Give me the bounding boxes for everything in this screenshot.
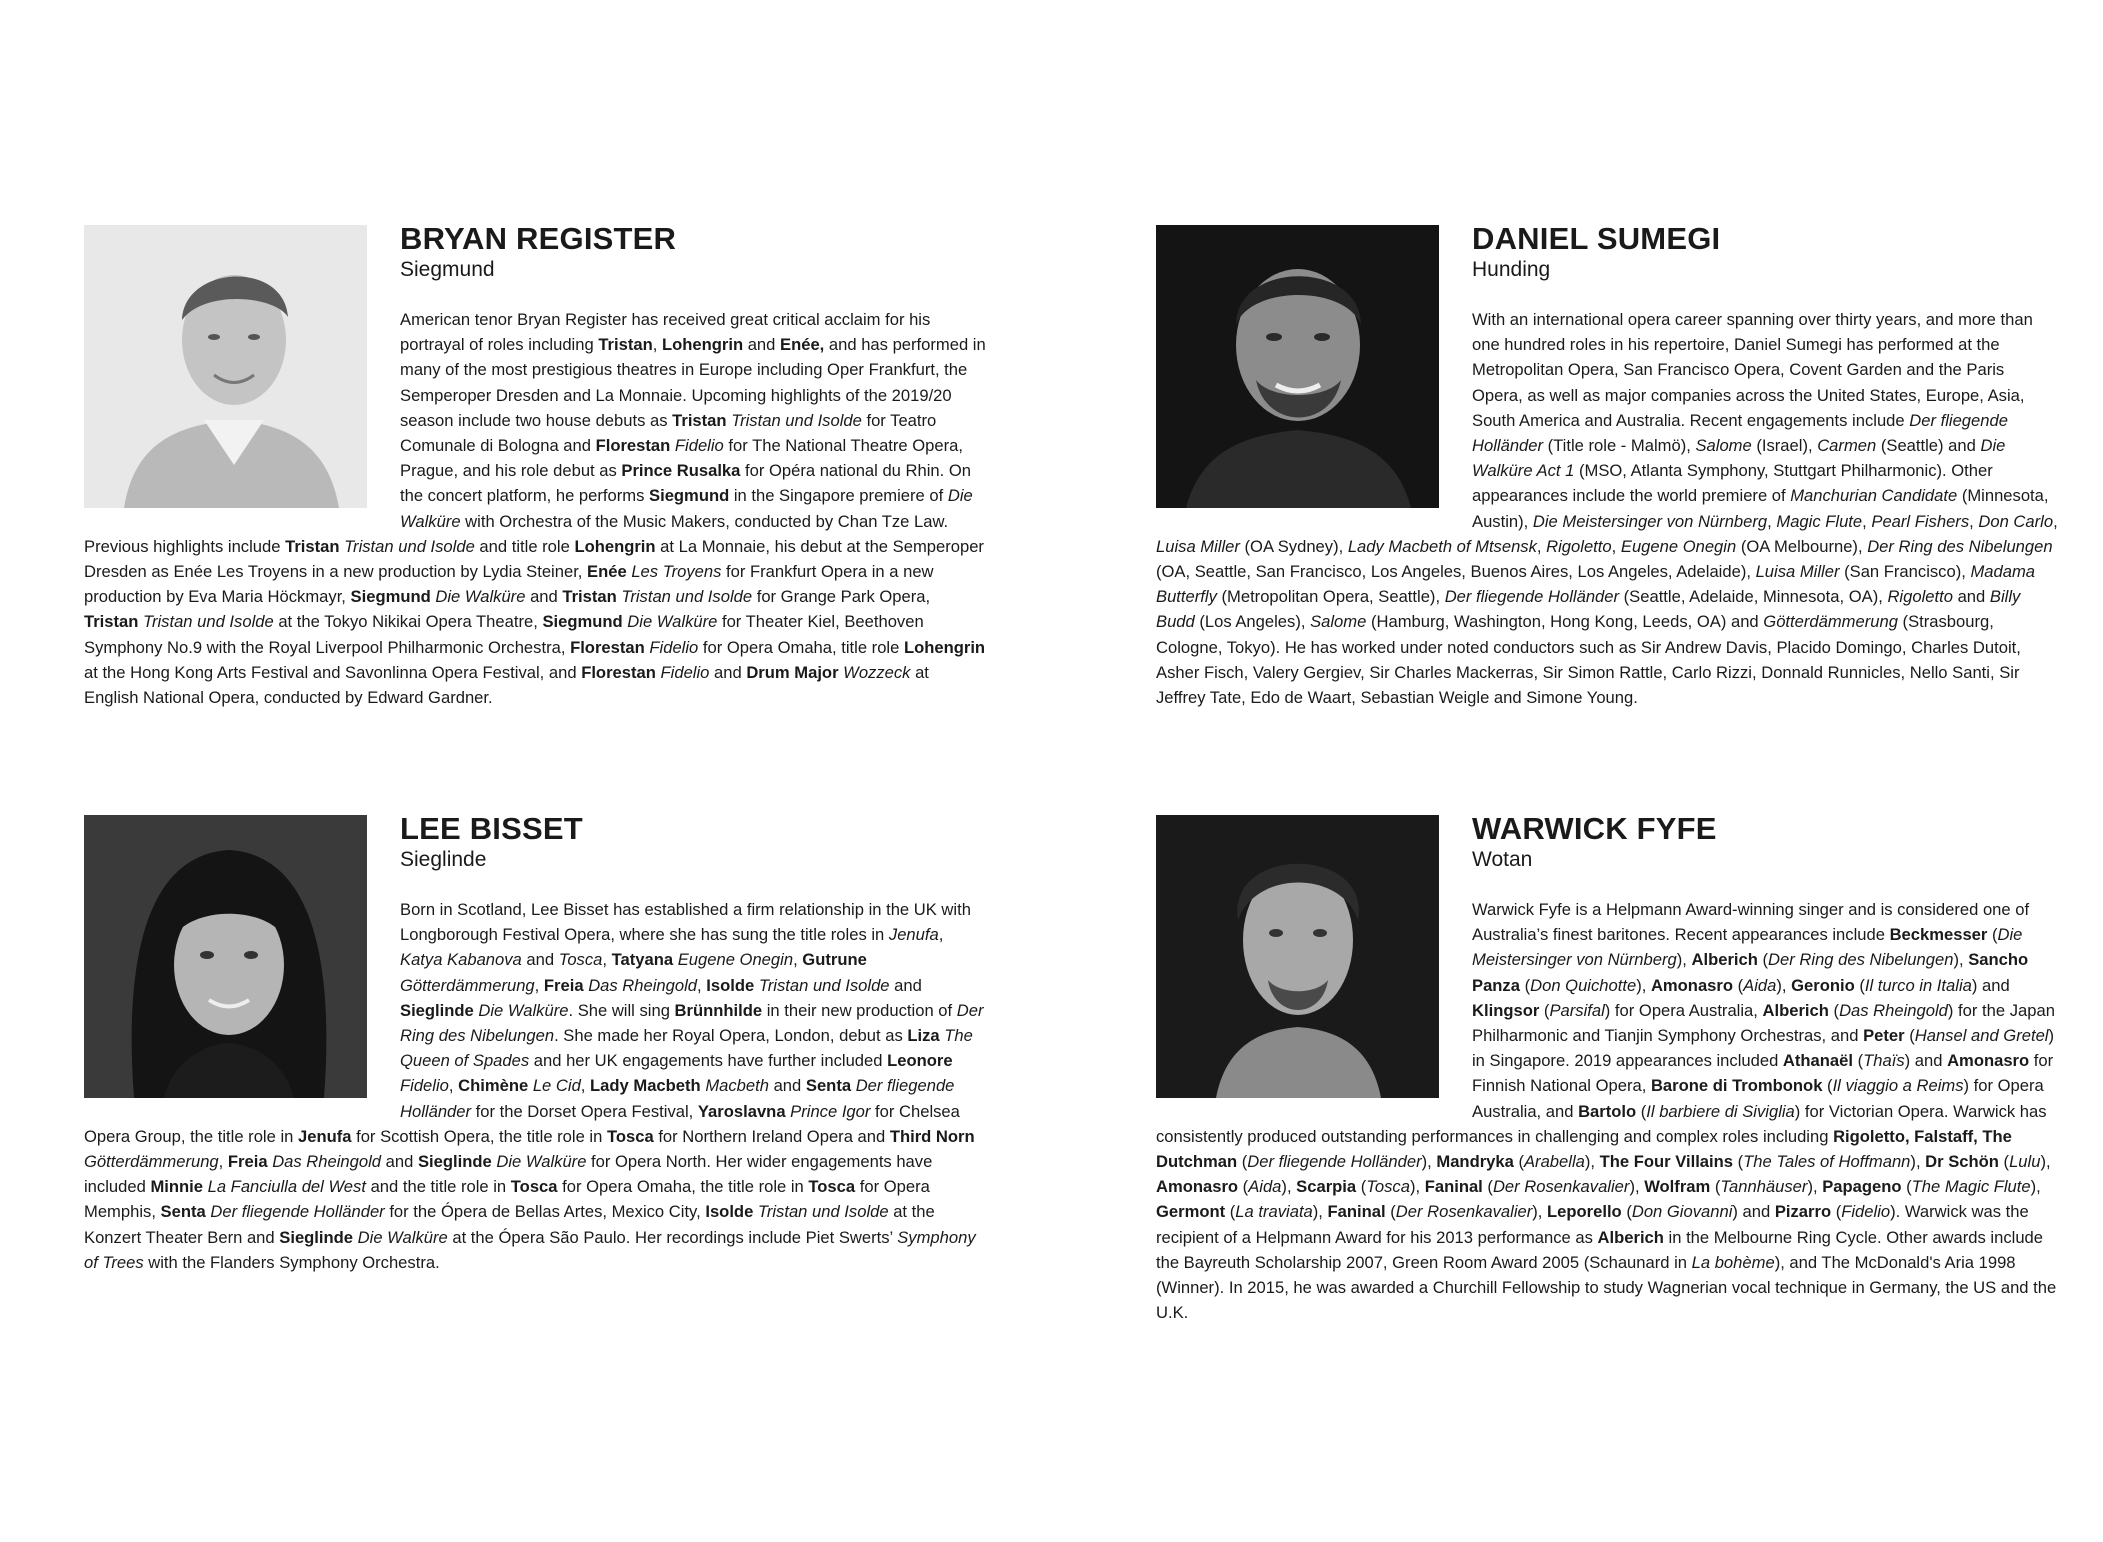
bio-daniel-sumegi (1156, 221, 2058, 710)
portrait-daniel-sumegi (1156, 225, 1439, 508)
portrait-photo-icon (1156, 225, 1439, 508)
artist-role: Wotan (1472, 848, 1533, 871)
portrait-bryan-register (84, 225, 367, 508)
artist-biography: Born in Scotland, Lee Bisset has established a firm relationship in the UK with Longborough Festival Opera, where she has sung the title roles in Jenufa, Katya Kabanova and Tosca, Tatyana Eugene Onegin, Gutrune Götterdämmerung, Freia Das Rheingold, Isolde Tristan und Isolde and Sieglinde Die Walküre. She will sing Brünnhilde in their new production of Der Ring des Nibelungen. She made her Royal Opera, London, debut as Liza The Queen of Spades and her UK engagements have further included Leonore Fidelio, Chimène Le Cid, Lady Macbeth Macbeth and Senta Der fliegende Holländer for the Dorset Opera Festival, Yaroslavna Prince Igor for Chelsea Opera Group, the title role in Jenufa for Scottish Opera, the title role in Tosca for Northern Ireland Opera and Third Norn Götterdämmerung, Freia Das Rheingold and Sieglinde Die Walküre for Opera North. Her wider engagements have included Minnie La Fanciulla del West and the title role in Tosca for Opera Omaha, the title role in Tosca for Opera Memphis, Senta Der fliegende Holländer for the Ópera de Bellas Artes, Mexico City, Isolde Tristan und Isolde at the Konzert Theater Bern and Sieglinde Die Walküre at the Ópera São Paulo. Her recordings include Piet Swerts’ Symphony of Trees with the Flanders Symphony Orchestra. (84, 900, 984, 1272)
portrait-photo-icon (84, 815, 367, 1098)
portrait-lee-bisset (84, 815, 367, 1098)
artist-role: Sieglinde (400, 848, 487, 871)
artist-role: Hunding (1472, 258, 1551, 281)
artist-role: Siegmund (400, 258, 495, 281)
artist-name: BRYAN REGISTER (400, 221, 677, 256)
bio-warwick-fyfe (1156, 811, 2058, 1325)
artist-biography: American tenor Bryan Register has received great critical acclaim for his portrayal of roles including Tristan, Lohengrin and Enée, and has performed in many of the most prestigious theatres in Europe including Oper Frankfurt, the Semperoper Dresden and La Monnaie. Upcoming highlights of the 2019/20 season include two house debuts as Tristan Tristan und Isolde for Teatro Comunale di Bologna and Florestan Fidelio for The National Theatre Opera, Prague, and his role debut as Prince Rusalka for Opéra national du Rhin. On the concert platform, he performs Siegmund in the Singapore premiere of Die Walküre with Orchestra of the Music Makers, conducted by Chan Tze Law. Previous highlights include Tristan Tristan und Isolde and title role Lohengrin at La Monnaie, his debut at the Semperoper Dresden as Enée Les Troyens in a new production by Lydia Steiner, Enée Les Troyens for Frankfurt Opera in a new production by Eva Maria Höckmayr, Siegmund Die Walküre and Tristan Tristan und Isolde for Grange Park Opera, Tristan Tristan und Isolde at the Tokyo Nikikai Opera Theatre, Siegmund Die Walküre for Theater Kiel, Beethoven Symphony No.9 with the Royal Liverpool Philharmonic Orchestra, Florestan Fidelio for Opera Omaha, title role Lohengrin at the Hong Kong Arts Festival and Savonlinna Opera Festival, and Florestan Fidelio and Drum Major Wozzeck at English National Opera, conducted by Edward Gardner. (84, 310, 986, 708)
artist-name: WARWICK FYFE (1472, 811, 1717, 846)
artist-biography: Warwick Fyfe is a Helpmann Award-winning singer and is considered one of Australia’s finest baritones. Recent appearances include Beckmesser (Die Meistersinger von Nürnberg), Alberich (Der Ring des Nibelungen), Sancho Panza (Don Quichotte), Amonasro (Aida), Geronio (Il turco in Italia) and Klingsor (Parsifal) for Opera Australia, Alberich (Das Rheingold) for the Japan Philharmonic and Tianjin Symphony Orchestras, and Peter (Hansel and Gretel) in Singapore. 2019 appearances included Athanaël (Thaïs) and Amonasro for Finnish National Opera, Barone di Trombonok (Il viaggio a Reims) for Opera Australia, and Bartolo (Il barbiere di Siviglia) for Victorian Opera. Warwick has consistently produced outstanding performances in challenging and complex roles including Rigoletto, Falstaff, The Dutchman (Der fliegende Holländer), Mandryka (Arabella), The Four Villains (The Tales of Hoffmann), Dr Schön (Lulu), Amonasro (Aida), Scarpia (Tosca), Faninal (Der Rosenkavalier), Wolfram (Tannhäuser), Papageno (The Magic Flute), Germont (La traviata), Faninal (Der Rosenkavalier), Leporello (Don Giovanni) and Pizarro (Fidelio). Warwick was the recipient of a Helpmann Award for his 2013 performance as Alberich in the Melbourne Ring Cycle. Other awards include the Bayreuth Scholarship 2007, Green Room Award 2005 (Schaunard in La bohème), and The McDonald's Aria 1998 (Winner). In 2015, he was awarded a Churchill Fellowship to study Wagnerian vocal technique in Germany, the US and the U.K. (1156, 900, 2057, 1323)
portrait-photo-icon (1156, 815, 1439, 1098)
artist-name: DANIEL SUMEGI (1472, 221, 1721, 256)
artist-name: LEE BISSET (400, 811, 583, 846)
portrait-warwick-fyfe (1156, 815, 1439, 1098)
artist-biography: With an international opera career spanning over thirty years, and more than one hundred roles in his repertoire, Daniel Sumegi has performed at the Metropolitan Opera, San Francisco Opera, Covent Garden and the Paris Opera, as well as major companies across the United States, Europe, Asia, South America and Australia. Recent engagements include Der fliegende Holländer (Title role - Malmö), Salome (Israel), Carmen (Seattle) and Die Walküre Act 1 (MSO, Atlanta Symphony, Stuttgart Philharmonic). Other appearances include the world premiere of Manchurian Candidate (Minnesota, Austin), Die Meistersinger von Nürnberg, Magic Flute, Pearl Fishers, Don Carlo, Luisa Miller (OA Sydney), Lady Macbeth of Mtsensk, Rigoletto, Eugene Onegin (OA Melbourne), Der Ring des Nibelungen (OA, Seattle, San Francisco, Los Angeles, Buenos Aires, Los Angeles, Adelaide), Luisa Miller (San Francisco), Madama Butterfly (Metropolitan Opera, Seattle), Der fliegende Holländer (Seattle, Adelaide, Minnesota, OA), Rigoletto and Billy Budd (Los Angeles), Salome (Hamburg, Washington, Hong Kong, Leeds, OA) and Götterdämmerung (Strasbourg, Cologne, Tokyo). He has worked under noted conductors such as Sir Andrew Davis, Placido Domingo, Charles Dutoit, Asher Fisch, Valery Gergiev, Sir Charles Mackerras, Sir Simon Rattle, Carlo Rizzi, Donnald Runnicles, Nello Santi, Sir Jeffrey Tate, Edo de Waart, Sebastian Weigle and Simone Young. (1156, 310, 2058, 708)
portrait-photo-icon (84, 225, 367, 508)
bio-lee-bisset (84, 811, 986, 1275)
bio-bryan-register (84, 221, 986, 710)
